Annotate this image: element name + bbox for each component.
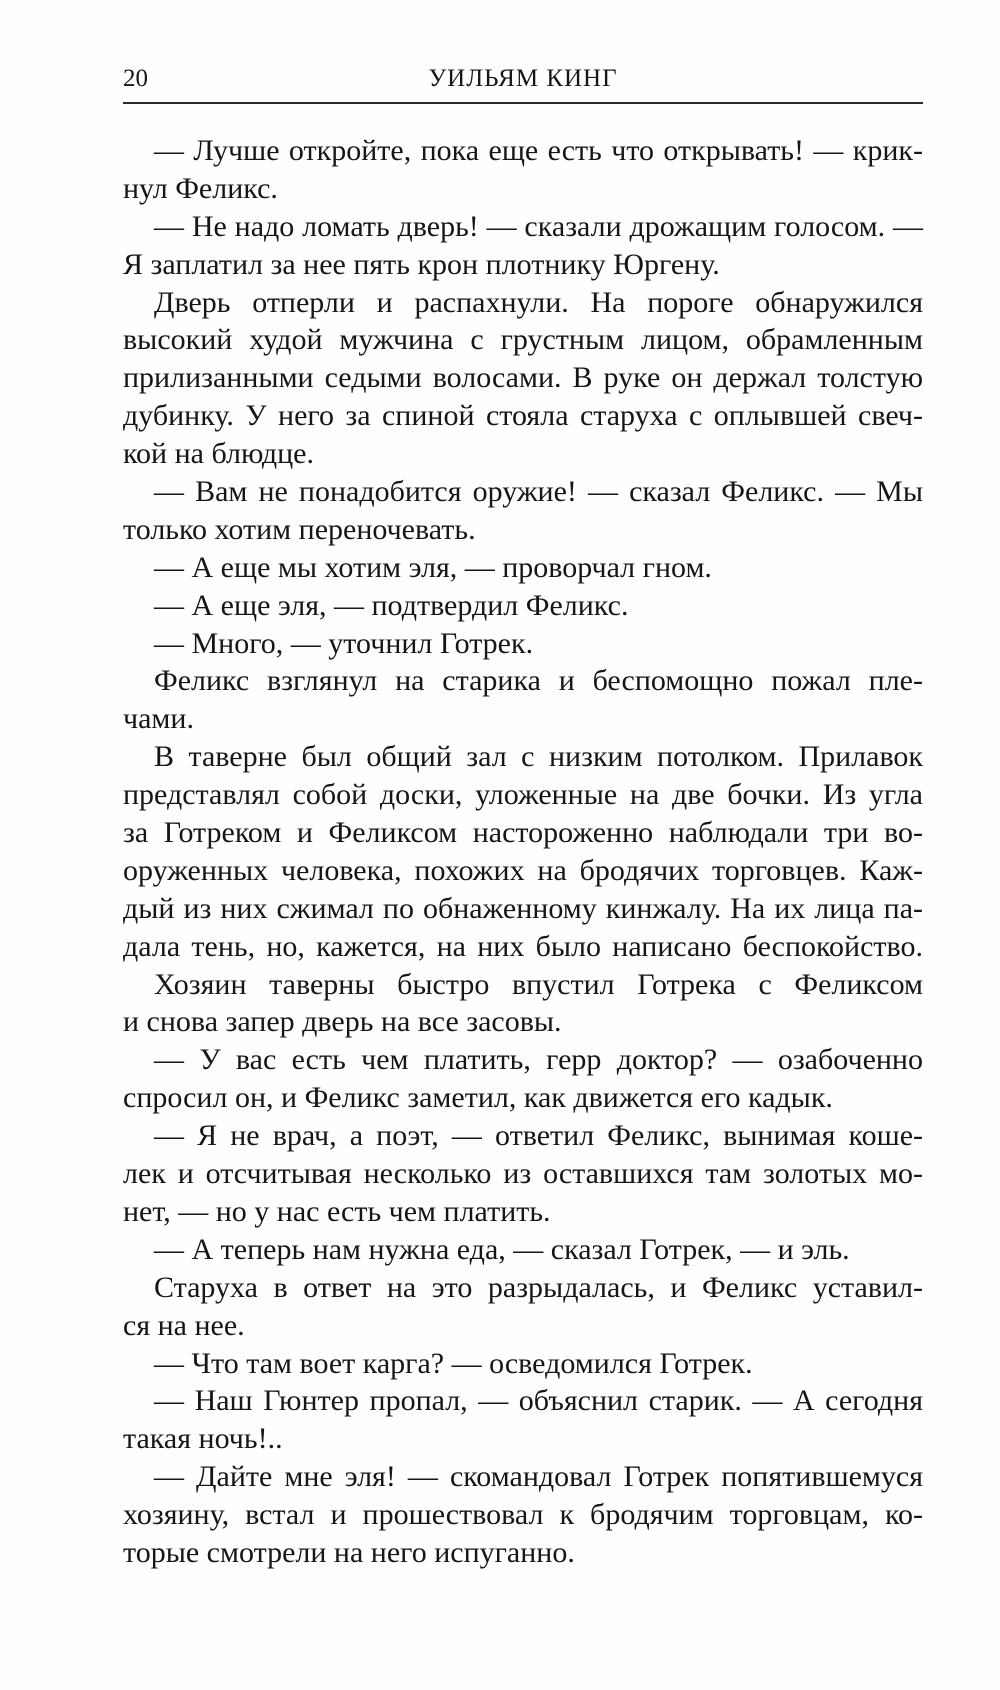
page-header	[123, 62, 923, 104]
text-line: — А теперь нам нужна еда, — сказал Готрек, — и эль.	[154, 1232, 850, 1266]
text-line: В таверне был общий зал с низким потолком. Прилавок	[154, 740, 923, 774]
text-line: хозяину, встал и прошествовал к бродячим торговцам, ко-	[123, 1498, 923, 1532]
text-line: — Много, — уточнил Готрек.	[154, 626, 534, 660]
text-line: спросил он, и Феликс заметил, как движется его кадык.	[123, 1081, 833, 1115]
text-line: нул Феликс.	[123, 171, 278, 205]
text-line: и снова запер дверь на все засовы.	[123, 1005, 562, 1039]
text-line: Дверь отперли и распахнули. На пороге обнаружился	[154, 285, 923, 319]
text-line: ся на нее.	[123, 1308, 245, 1342]
body-text	[123, 132, 923, 1572]
text-line: — А еще эля, — подтвердил Феликс.	[154, 588, 629, 622]
text-line: дубинку. У него за спиной стояла старуха с оплывшей свеч-	[123, 399, 923, 433]
text-line: высокий худой мужчина с грустным лицом, обрамленным	[123, 323, 923, 357]
text-line: Я заплатил за нее пять крон плотнику Юргену.	[123, 247, 720, 281]
text-line: — Я не врач, а поэт, — ответил Феликс, вынимая коше-	[154, 1119, 923, 1153]
text-line: нет, — но у нас есть чем платить.	[123, 1194, 551, 1228]
text-line: такая ночь!..	[123, 1422, 283, 1456]
text-line: оруженных человека, похожих на бродячих торговцев. Каж-	[123, 853, 923, 887]
text-line: прилизанными седыми волосами. В руке он держал толстую	[123, 361, 923, 395]
text-line: лек и отсчитывая несколько из оставшихся там золотых мо-	[123, 1157, 923, 1191]
text-line: — Наш Гюнтер пропал, — объяснил старик. — А сегодня	[154, 1384, 923, 1418]
text-line: дый из них сжимал по обнаженному кинжалу. На их лица па-	[123, 891, 923, 925]
text-line: кой на блюдце.	[123, 437, 314, 471]
page-number: 20	[123, 65, 148, 92]
text-line: Старуха в ответ на это разрыдалась, и Феликс уставил-	[154, 1270, 923, 1304]
text-line: — Не надо ломать дверь! — сказали дрожащим голосом. —	[154, 209, 923, 243]
text-line: представлял собой доски, уложенные на две бочки. Из угла	[123, 778, 923, 812]
text-line: — Вам не понадобится оружие! — сказал Феликс. — Мы	[154, 475, 923, 509]
text-line: Хозяин таверны быстро впустил Готрека с Феликсом	[154, 967, 923, 1001]
text-line: — Что там воет карга? — осведомился Готрек.	[154, 1346, 753, 1380]
text-line: — Лучше откройте, пока еще есть что открывать! — крик-	[154, 134, 923, 167]
text-line: дала тень, но, кажется, на них было написано беспокойство.	[123, 929, 923, 963]
text-line: Феликс взглянул на старика и беспомощно пожал пле-	[154, 664, 923, 698]
text-line: — Дайте мне эля! — скомандовал Готрек попятившемуся	[154, 1460, 923, 1494]
text-line: — А еще мы хотим эля, — проворчал гном.	[154, 550, 712, 584]
running-head-author: УИЛЬЯМ КИНГ	[428, 65, 618, 92]
text-line: — У вас есть чем платить, герр доктор? — озабоченно	[154, 1043, 923, 1077]
text-line: за Готреком и Феликсом настороженно наблюдали три во-	[123, 816, 923, 850]
text-line: чами.	[123, 702, 194, 736]
text-line: только хотим переночевать.	[123, 512, 476, 546]
text-line: торые смотрели на него испуганно.	[123, 1535, 575, 1569]
